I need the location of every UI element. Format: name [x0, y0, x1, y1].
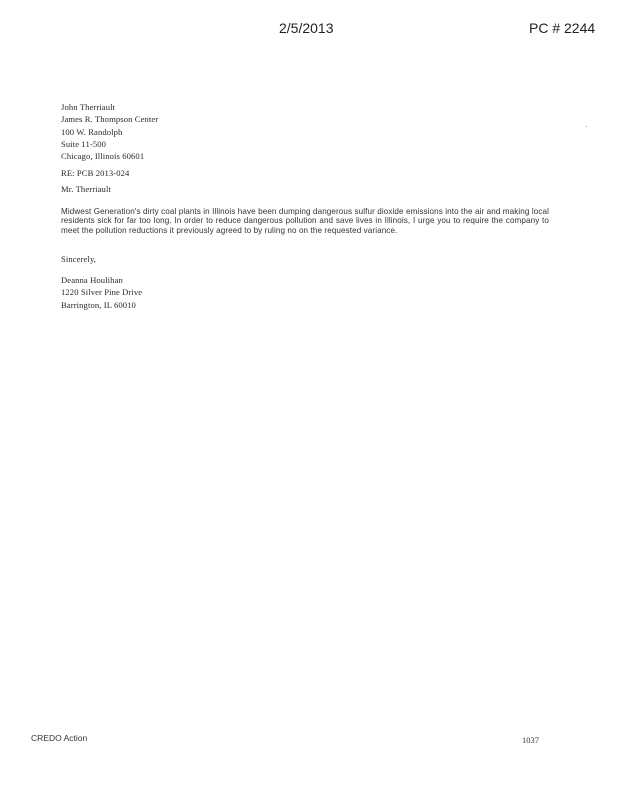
re-line: RE: PCB 2013-024 — [61, 168, 130, 178]
sender-address — [61, 274, 551, 311]
recipient-name: John Therriault — [61, 102, 116, 112]
sender-street: 1220 Silver Pine Drive — [61, 287, 143, 298]
header-pc-number: PC # 2244 — [529, 20, 596, 36]
letter-body: Midwest Generation's dirty coal plants in Illinois have been dumping dangerous sulfur dioxide emissions into the air and making local residents sick for far too long. In order to reduce dangerous pollution and save lives in Illinois, I urge you to require the company to meet the pollution reductions it previously agreed to by ruling no on the requested variance. — [61, 207, 549, 235]
recipient-address — [61, 101, 551, 162]
footer-page-number: 1037 — [522, 735, 539, 745]
sender-name: Deanna Houlihan — [61, 275, 123, 285]
footer-organization: CREDO Action — [31, 733, 88, 743]
recipient-street: 100 W. Randolph — [61, 126, 123, 137]
header-date: 2/5/2013 — [279, 20, 334, 36]
closing: Sincerely, — [61, 254, 97, 264]
recipient-suite: Suite 11-500 — [61, 138, 107, 149]
salutation: Mr. Therriault — [61, 184, 111, 194]
scan-speck — [586, 126, 587, 127]
recipient-city: Chicago, Illinois 60601 — [61, 151, 145, 162]
recipient-building: James R. Thompson Center — [61, 114, 159, 125]
sender-city: Barrington, IL 60010 — [61, 299, 136, 310]
